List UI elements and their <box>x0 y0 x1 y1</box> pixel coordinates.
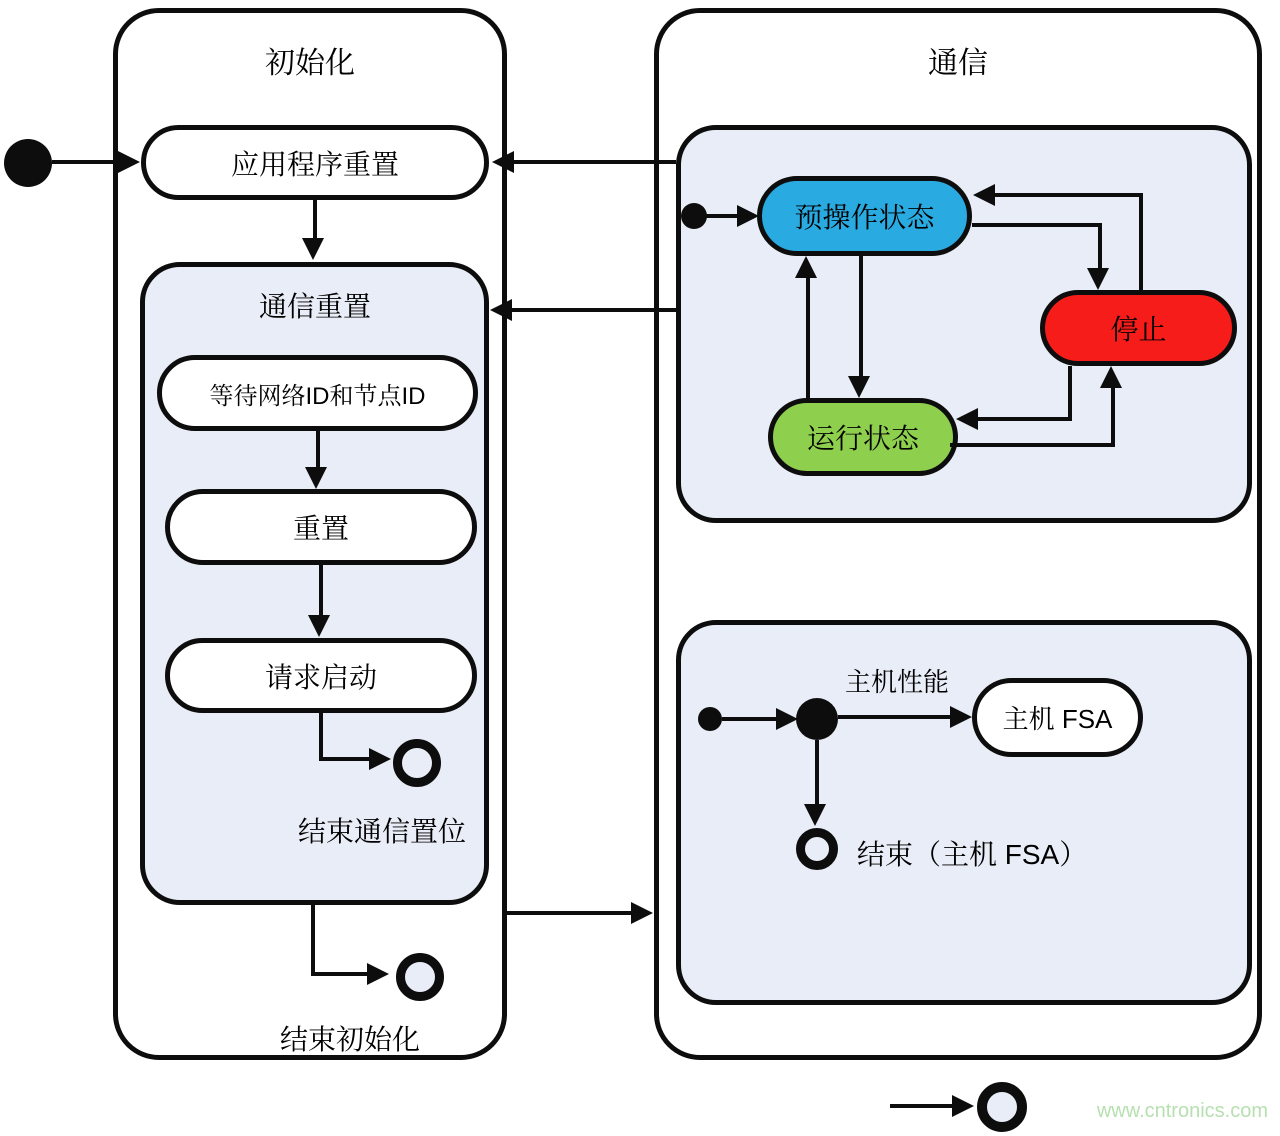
connector-operational-stopped <box>950 443 1115 447</box>
arrowhead-icon <box>795 256 817 278</box>
arrowhead-icon <box>952 1095 974 1117</box>
connector-poweron <box>52 160 120 164</box>
connector-junction-endhost <box>815 740 819 806</box>
comm-reset-title: 通信重置 <box>258 291 371 322</box>
connector-preop-stopped <box>972 223 1102 227</box>
arrowhead-icon <box>492 151 514 173</box>
connector-junction-hostfsa <box>838 715 952 719</box>
connector-operational-preop <box>806 276 810 398</box>
state-wait-ids-label: 等待网络ID和节点ID <box>209 382 426 410</box>
arrowhead-icon <box>308 615 330 637</box>
host-fsa-region <box>676 620 1252 1005</box>
connector-request-end <box>319 757 369 761</box>
connector-stopped-operational <box>1068 366 1072 419</box>
final-state-circle-init <box>396 953 444 1001</box>
arrowhead-icon <box>1087 268 1109 290</box>
connector-reset-request <box>319 565 323 617</box>
state-operational <box>768 398 958 476</box>
state-reset-label: 重置 <box>292 513 349 544</box>
host-perf-label: 主机性能 <box>844 667 949 697</box>
connector-wait-reset <box>316 431 320 469</box>
host-junction-dot <box>796 698 838 740</box>
arrowhead-icon <box>369 748 391 770</box>
state-stopped <box>1040 290 1237 366</box>
comm-region-title: 通信 <box>928 47 988 80</box>
end-init-label: 结束初始化 <box>279 1024 420 1055</box>
state-app-reset-label: 应用程序重置 <box>230 148 399 180</box>
connector-operational-stopped <box>1111 384 1115 445</box>
connector-nmt-commreset <box>510 308 676 312</box>
arrowhead-icon <box>848 376 870 398</box>
state-request-start-label: 请求启动 <box>264 661 377 693</box>
state-host-fsa-label: 主机 FSA <box>1002 704 1113 734</box>
arrowhead-icon <box>804 804 826 826</box>
state-host-fsa <box>972 678 1143 757</box>
end-host-label: 结束（主机 FSA） <box>857 839 1088 870</box>
final-state-circle-comm-set <box>393 739 441 787</box>
connector-stopped-preop <box>995 193 1143 197</box>
arrowhead-icon <box>737 205 759 227</box>
connector-request-end <box>319 713 323 761</box>
connector-stopped-operational <box>978 417 1072 421</box>
connector-preop-stopped <box>1098 223 1102 272</box>
arrowhead-icon <box>776 708 798 730</box>
arrowhead-icon <box>302 238 324 260</box>
arrowhead-icon <box>490 299 512 321</box>
end-comm-set-label: 结束通信置位 <box>297 816 466 847</box>
state-reset <box>165 489 477 565</box>
host-initial-state-dot <box>698 707 722 731</box>
connector-nmt-appreset <box>512 160 676 164</box>
state-app-reset <box>141 125 489 200</box>
connector-nmt-init <box>705 214 739 218</box>
final-state-circle-host <box>796 828 838 870</box>
arrowhead-icon <box>631 902 653 924</box>
initial-state-dot <box>4 139 52 187</box>
state-wait-ids <box>157 355 478 431</box>
connector-preop-operational <box>859 256 863 378</box>
connector-host-init <box>722 717 778 721</box>
connector-init-comm <box>507 911 633 915</box>
connector-commreset-endinit <box>311 972 367 976</box>
state-preoperational <box>757 176 972 256</box>
state-operational-label: 运行状态 <box>806 423 919 454</box>
connector-commreset-endinit <box>311 905 315 976</box>
nmt-initial-state-dot <box>681 203 707 229</box>
state-stopped-label: 停止 <box>1110 314 1167 345</box>
arrowhead-icon <box>950 706 972 728</box>
init-region-title: 初始化 <box>265 47 355 80</box>
connector-legend <box>890 1104 954 1108</box>
connector-appreset-commreset <box>313 200 317 240</box>
state-preoperational-label: 预操作状态 <box>794 202 935 233</box>
arrowhead-icon <box>118 151 140 173</box>
arrowhead-icon <box>973 184 995 206</box>
arrowhead-icon <box>1100 366 1122 388</box>
state-request-start <box>165 638 477 713</box>
arrowhead-icon <box>956 408 978 430</box>
watermark: www.cntronics.com <box>1096 1100 1268 1122</box>
arrowhead-icon <box>367 963 389 985</box>
arrowhead-icon <box>305 467 327 489</box>
connector-stopped-preop <box>1139 195 1143 290</box>
